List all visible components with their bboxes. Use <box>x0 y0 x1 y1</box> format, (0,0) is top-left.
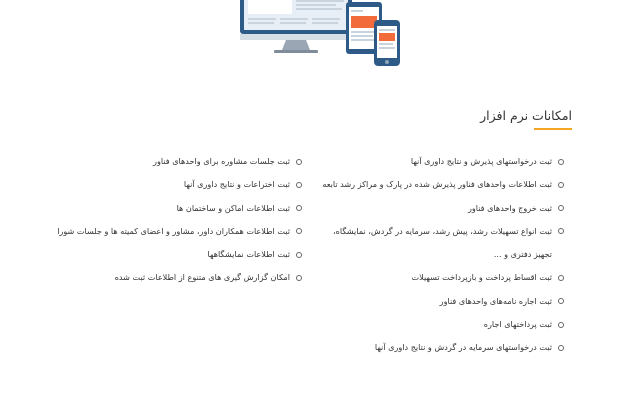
bullet-icon <box>558 345 564 351</box>
bullet-icon <box>296 252 302 258</box>
list-item <box>319 220 564 267</box>
list-item <box>319 290 564 313</box>
list-item <box>47 243 302 266</box>
list-item <box>47 150 302 173</box>
feature-text: ثبت درخواستهای سرمایه در گردش و نتایج داوری آنها <box>374 342 552 353</box>
feature-text: ثبت انواع تسهیلات رشد، پیش رشد، سرمایه در گردش، نمایشگاه، تجهیز دفتری و ... <box>333 225 552 260</box>
feature-text: ثبت درخواستهای پذیرش و نتایج داوری آنها <box>410 156 552 166</box>
bullet-icon <box>558 275 564 281</box>
list-item <box>47 173 302 196</box>
section-title: امکانات نرم افزار <box>480 108 572 123</box>
bullet-icon <box>558 228 564 234</box>
devices-illustration-icon <box>238 0 404 70</box>
title-underline <box>534 128 572 130</box>
features-list-right <box>319 150 564 360</box>
feature-text: ثبت اقساط پرداخت و بازپرداخت تسهیلات <box>411 272 552 283</box>
bullet-icon <box>558 298 564 304</box>
list-item <box>319 266 564 289</box>
bullet-icon <box>558 159 564 165</box>
feature-text: امکان گزارش گیری های متنوع از اطلاعات ثبت شده <box>114 272 290 283</box>
bullet-icon <box>296 275 302 281</box>
feature-text: ثبت اطلاعات اماکن و ساختمان ها <box>176 202 290 213</box>
feature-text: ثبت اطلاعات واحدهای فناور پذیرش شده در پارک و مراکز رشد تابعه <box>322 179 552 190</box>
list-item <box>319 197 564 220</box>
feature-text: ثبت اجاره نامه‌های واحدهای فناور <box>439 295 552 306</box>
feature-text: ثبت پرداختهای اجاره <box>483 319 552 330</box>
feature-text: ثبت خروج واحدهای فناور <box>467 202 552 213</box>
list-item <box>319 150 564 173</box>
list-item <box>47 220 302 243</box>
feature-text: ثبت جلسات مشاوره برای واحدهای فناور <box>153 156 290 166</box>
bullet-icon <box>296 228 302 234</box>
features-list-left <box>47 150 302 290</box>
list-item <box>47 197 302 220</box>
bullet-icon <box>558 205 564 211</box>
list-item <box>319 173 564 196</box>
feature-text: ثبت اطلاعات همکاران داور، مشاور و اعضای کمیته ها و جلسات شورا <box>57 225 290 236</box>
list-item <box>319 313 564 336</box>
list-item <box>47 266 302 289</box>
bullet-icon <box>558 182 564 188</box>
bullet-icon <box>558 322 564 328</box>
feature-text: ثبت اطلاعات نمایشگاهها <box>207 249 290 260</box>
list-item <box>319 336 564 359</box>
bullet-icon <box>296 182 302 188</box>
bullet-icon <box>296 205 302 211</box>
feature-text: ثبت اختراعات و نتایج داوری آنها <box>183 179 290 190</box>
bullet-icon <box>296 159 302 165</box>
